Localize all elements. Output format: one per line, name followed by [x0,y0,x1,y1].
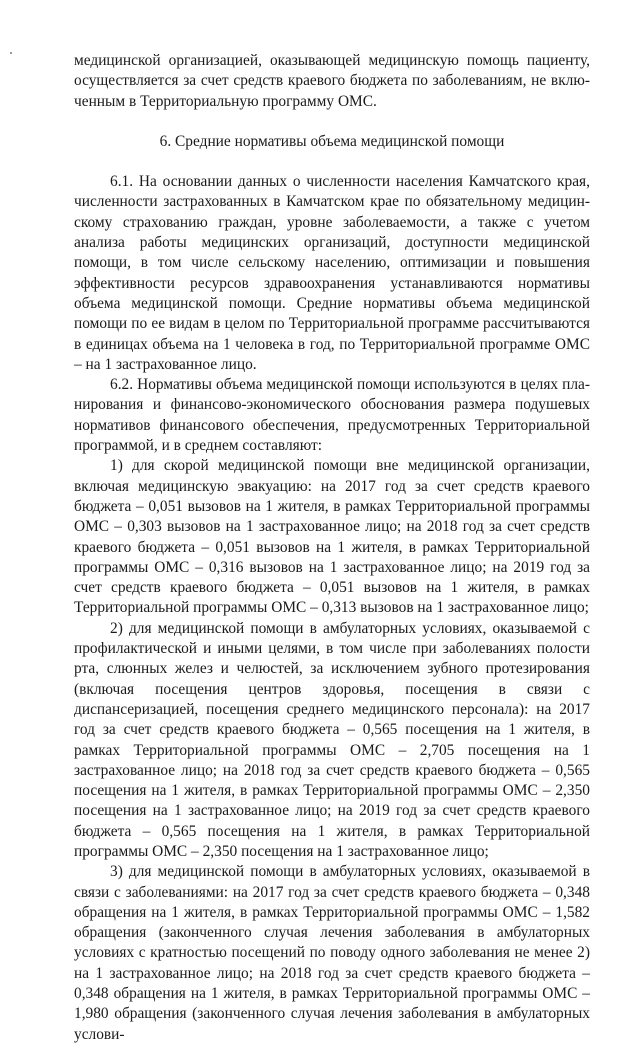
section-heading: 6. Средние нормативы объема медицинской помощи [159,132,505,150]
document-body [74,51,590,1045]
intro-paragraph: медицинской организацией, оказывающей медицинскую помощь пациенту, осуществляется за счет средств краевого бюджета по заболеваниям, не включенным в Территориальную программу ОМС. [74,52,590,110]
paragraph-item-3: 3) для медицинской помощи в амбулаторных условиях, оказываемой в связи с заболеваниями: на 2017 год за счет средств краевого бюджета – 0,348 обращения на 1 жителя, в рамках Территориальной программы ОМС – 1,582 обращения (законченного случая лечения заболевания в амбулаторных условиях с кратностью посещений по поводу одного заболевания не менее 2) на 1 застрахованное лицо; на 2018 год за счет средств краевого бюджета – 0,348 обращения на 1 жителя, в рамках Территориальной программы ОМС – 1,980 обращения (законченного случая лечения заболевания в амбулаторных услови- [74,863,590,1043]
paragraph-6-2: 6.2. Нормативы объема медицинской помощи используются в целях планирования и финансово-экономического обоснования размера подушевых нормативов финансового обеспечения, предусмотренных Территориальной программой, и в среднем составляют: [74,376,590,455]
margin-mark [10,52,12,54]
paragraph-item-1: 1) для скорой медицинской помощи вне медицинской организации, включая медицинскую эвакуацию: на 2017 год за счет средств краевого бюджета – 0,051 вызовов на 1 жителя, в рамках Территориальной программы ОМС – 0,303 вызовов на 1 застрахованное лицо; на 2018 год за счет средств краевого бюджета – 0,051 вызовов на 1 жителя, в рамках Территориальной программы ОМС – 0,316 вызовов на 1 застрахованное лицо; на 2019 год за счет средств краевого бюджета – 0,051 вызовов на 1 жителя, в рамках Территориальной программы ОМС – 0,313 вызовов на 1 застрахованное лицо; [74,457,590,617]
paragraph-6-1: 6.1. На основании данных о численности населения Камчатского края, численности застрахованных в Камчатском крае по обязательному медицинскому страхованию граждан, уровне заболеваемости, а также с учетом анализа работы медицинских организаций, доступности медицинской помощи, в том числе сельскому населению, оптимизации и повышения эффективности ресурсов здравоохранения устанавливаются нормативы объема медицинской помощи. Средние нормативы объема медицинской помощи по ее видам в целом по Территориальной программе рассчитываются в единицах объема на 1 человека в год, по Территориальной программе ОМС – на 1 застрахованное лицо. [74,173,590,373]
paragraph-item-2: 2) для медицинской помощи в амбулаторных условиях, оказываемой с профилактической и иными целями, в том числе при заболеваниях полости рта, слюнных желез и челюстей, за исключением зубного протезирования (включая посещения центров здоровья, посещения в связи с диспансеризацией, посещения среднего медицинского персонала): на 2017 год за счет средств краевого бюджета – 0,565 посещения на 1 жителя, в рамках Территориальной программы ОМС – 2,705 посещения на 1 застрахованное лицо; на 2018 год за счет средств краевого бюджета – 0,565 посещения на 1 жителя, в рамках Территориальной программы ОМС – 2,350 посещения на 1 застрахованное лицо; на 2019 год за счет средств краевого бюджета – 0,565 посещения на 1 жителя, в рамках Территориальной программы ОМС – 2,350 посещения на 1 застрахованное лицо; [74,619,590,860]
